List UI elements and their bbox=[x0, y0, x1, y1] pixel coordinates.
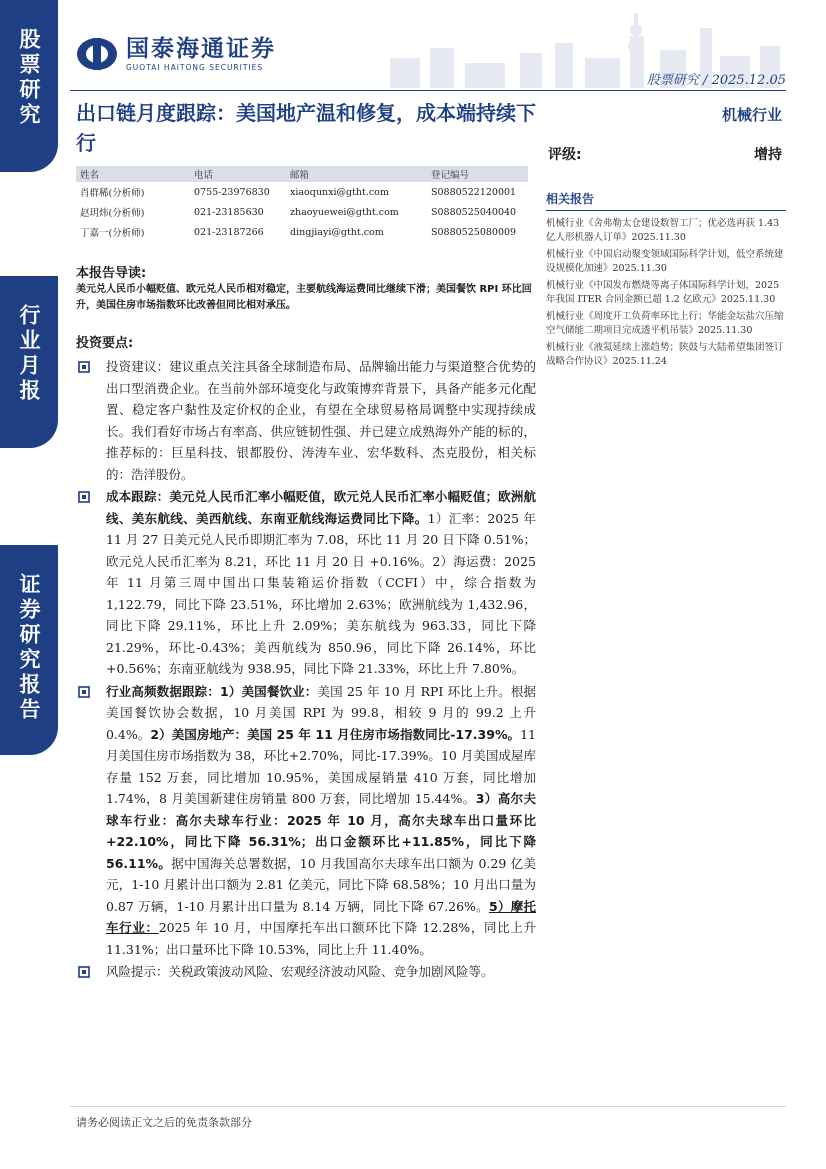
table-row bbox=[76, 182, 528, 202]
analyst-reg-no: S0880525080009 bbox=[431, 226, 517, 238]
brand-logo bbox=[76, 36, 276, 72]
sidebar-tag-stock-research bbox=[0, 0, 58, 172]
related-reports-heading: 相关报告 bbox=[546, 190, 786, 211]
brand-name-en: GUOTAI HAITONG SECURITIES bbox=[126, 62, 264, 72]
bullet-marker-icon bbox=[78, 966, 90, 978]
intro-heading: 本报告导读: bbox=[76, 266, 147, 281]
analyst-phone: 021-23185630 bbox=[194, 206, 264, 218]
report-title: 出口链月度跟踪：美国地产温和修复，成本端持续下行 bbox=[76, 101, 536, 155]
table-row bbox=[76, 222, 528, 242]
intro-text: 美元兑人民币小幅贬值、欧元兑人民币相对稳定，主要航线海运费同比继续下滑；美国餐饮 RPI 环比回升，美国住房市场指数环比改善但同比相对承压。 bbox=[76, 284, 532, 311]
brand-logo-icon bbox=[76, 36, 118, 72]
related-report-item[interactable]: 机械行业《舍弗勒太仓建设数智工厂；优必选再获 1.43 亿人形机器人订单》2025.11.30 bbox=[546, 218, 780, 243]
bullet-marker-icon bbox=[78, 491, 90, 503]
bullet-risk bbox=[78, 961, 536, 983]
col-email: 邮箱 bbox=[286, 166, 427, 182]
investment-body bbox=[78, 356, 536, 984]
header-divider bbox=[70, 90, 786, 91]
bullet-text: 投资建议：建议重点关注具备全球制造布局、品牌输出能力与渠道整合优势的出口型消费企业。在当前外部环境变化与政策博弈背景下，具备产能多元化配置、稳定客户黏性及定价权的企业，有望在全球贸易格局调整中实现持续成长。我们看好市场占有率高、供应链韧性强、并已建立成熟海外产能的标的，推荐标的：巨星科技、银都股份、涛涛车业、宏华数科、杰克股份，相关标的：浩洋股份。 bbox=[106, 359, 536, 482]
brand-name-cn: 国泰海通证券 bbox=[126, 35, 276, 62]
bullet-bold-lead: 成本跟踪：美元兑人民币汇率小幅贬值，欧元兑人民币汇率小幅贬值；欧洲航线、美东航线、美西航线、东南亚航线海运费同比下降。 bbox=[106, 489, 536, 526]
bullet-bold-lead: 2）美国房地产：美国 25 年 11 月住房市场指数同比-17.39%。 bbox=[150, 726, 521, 742]
sidebar-tag-research-report-label: 证券研究报告 bbox=[17, 573, 41, 723]
analyst-reg-no: S0880522120001 bbox=[431, 186, 517, 198]
analyst-name: 肖群稀(分析师) bbox=[80, 188, 145, 199]
col-reg-no: 登记编号 bbox=[427, 166, 528, 182]
bullet-text: 风险提示：关税政策波动风险、宏观经济波动风险、竞争加剧风险等。 bbox=[106, 964, 494, 979]
analyst-table-header bbox=[76, 166, 528, 182]
footer-disclaimer: 请务必阅读正文之后的免责条款部分 bbox=[76, 1116, 252, 1129]
bullet-marker-icon bbox=[78, 686, 90, 698]
bullet-text: 据中国海关总署数据，10 月我国高尔夫球车出口额为 0.29 亿美元，1-10 月累计出口额为 2.81 亿美元，同比下降 68.58%；10 月出口量为 0.87 万辆，1-10 月累计出口量为 8.14 万辆，同比下降 67.26%。 bbox=[106, 855, 536, 914]
bullet-high-frequency bbox=[78, 681, 536, 961]
bullet-marker-icon bbox=[78, 361, 90, 373]
analyst-email[interactable]: dingjiayi@gtht.com bbox=[290, 226, 384, 238]
related-report-item[interactable]: 机械行业《液氦延续上涨趋势；陕鼓与大陆希望集团签订战略合作协议》2025.11.24 bbox=[546, 342, 784, 367]
related-report-item[interactable]: 机械行业《中国发布燃烧等离子体国际科学计划，2025 年我国 ITER 合同金额已超 1.2 亿欧元》2025.11.30 bbox=[546, 280, 780, 305]
analyst-name: 丁嘉一(分析师) bbox=[80, 228, 145, 239]
rating-row bbox=[548, 144, 782, 164]
bullet-text: 11 月美国住房市场指数为 38，环比+2.70%，同比-17.39%。10 月美国成屋库存量 152 万套，同比增加 10.95%，美国成屋销量 410 万套，同比增加 1.74%，8 月美国新建住房销量 800 万套，同比增加 15.44%。 bbox=[106, 726, 536, 806]
related-reports bbox=[546, 190, 786, 372]
sidebar-tag-monthly bbox=[0, 276, 58, 448]
analyst-email[interactable]: xiaoqunxi@gtht.com bbox=[290, 186, 389, 198]
sidebar-tag-research-report bbox=[0, 545, 58, 755]
sidebar-tag-stock-research-label: 股票研究 bbox=[17, 28, 41, 128]
analyst-phone: 021-23187266 bbox=[194, 226, 264, 238]
investment-heading: 投资要点: bbox=[76, 336, 134, 351]
rating-label: 评级: bbox=[548, 147, 582, 163]
report-meta: 股票研究 / 2025.12.05 bbox=[646, 73, 786, 88]
bullet-text: 美国 25 年 10 月 RPI 环比上升。根据美国餐饮协会数据，10 月美国 RPI 为 99.8，相较 9 月的 99.2 上升 0.4%。 bbox=[106, 683, 536, 742]
table-row bbox=[76, 202, 528, 222]
bullet-bold-lead: 3）高尔夫球车行业：高尔夫球车行业：2025 年 10 月，高尔夫球车出口量环比+22.10%，同比下降 56.31%；出口金额环比+11.85%，同比下降 56.11%。 bbox=[106, 791, 537, 871]
industry-label: 机械行业 bbox=[721, 106, 782, 124]
bullet-text: 2025 年 10 月，中国摩托车出口额环比下降 12.28%，同比上升 11.31%；出口量环比下降 10.53%，同比上升 11.40%。 bbox=[106, 920, 536, 957]
bullet-bold-lead: 5）摩托车行业： bbox=[106, 898, 537, 935]
analyst-table bbox=[76, 166, 528, 242]
footer-divider bbox=[70, 1106, 786, 1107]
analyst-phone: 0755-23976830 bbox=[194, 186, 270, 198]
sidebar-tag-monthly-label: 行业月报 bbox=[17, 304, 41, 404]
col-name: 姓名 bbox=[76, 166, 190, 182]
related-report-item[interactable]: 机械行业《中国启动聚变领域国际科学计划，低空系统建设规模化加速》2025.11.30 bbox=[546, 249, 784, 274]
analyst-email[interactable]: zhaoyuewei@gtht.com bbox=[290, 206, 399, 218]
bullet-text: 1）汇率：2025 年 11 月 27 日美元兑人民币即期汇率为 7.08，环比 11 月 20 日下降 0.51%；欧元兑人民币汇率为 8.21，环比 11 月 20 日 +0.16%。2）海运费：2025 年 11 月第三周中国出口集装箱运价指数（CCFI）中，综合指数为 1,122.79，同比下降 23.51%，环比增加 2.63%；欧洲航线为 1,432.96，同比下降 29.11%，环比上升 2.09%；美东航线为 963.33，同比下降 21.29%，环比-0.43%；美西航线为 850.96，同比下降 26.14%，环比+0.56%；东南亚航线为 938.95，同比下降 21.33%，环比上升 7.80%。 bbox=[106, 510, 536, 676]
bullet-cost-tracking bbox=[78, 486, 536, 680]
bullet-bold-lead: 行业高频数据跟踪：1）美国餐饮业： bbox=[106, 683, 318, 699]
rating-value: 增持 bbox=[754, 147, 782, 163]
analyst-name: 赵玥炜(分析师) bbox=[80, 208, 145, 219]
related-report-item[interactable]: 机械行业《周度开工负荷率环比上行；华能金坛盐穴压缩空气储能二期项目完成透平机吊装》2025.11.30 bbox=[546, 311, 784, 336]
bullet-investment-advice bbox=[78, 356, 536, 485]
left-sidebar bbox=[0, 0, 58, 1169]
analyst-reg-no: S0880525040040 bbox=[431, 206, 517, 218]
col-phone: 电话 bbox=[190, 166, 286, 182]
